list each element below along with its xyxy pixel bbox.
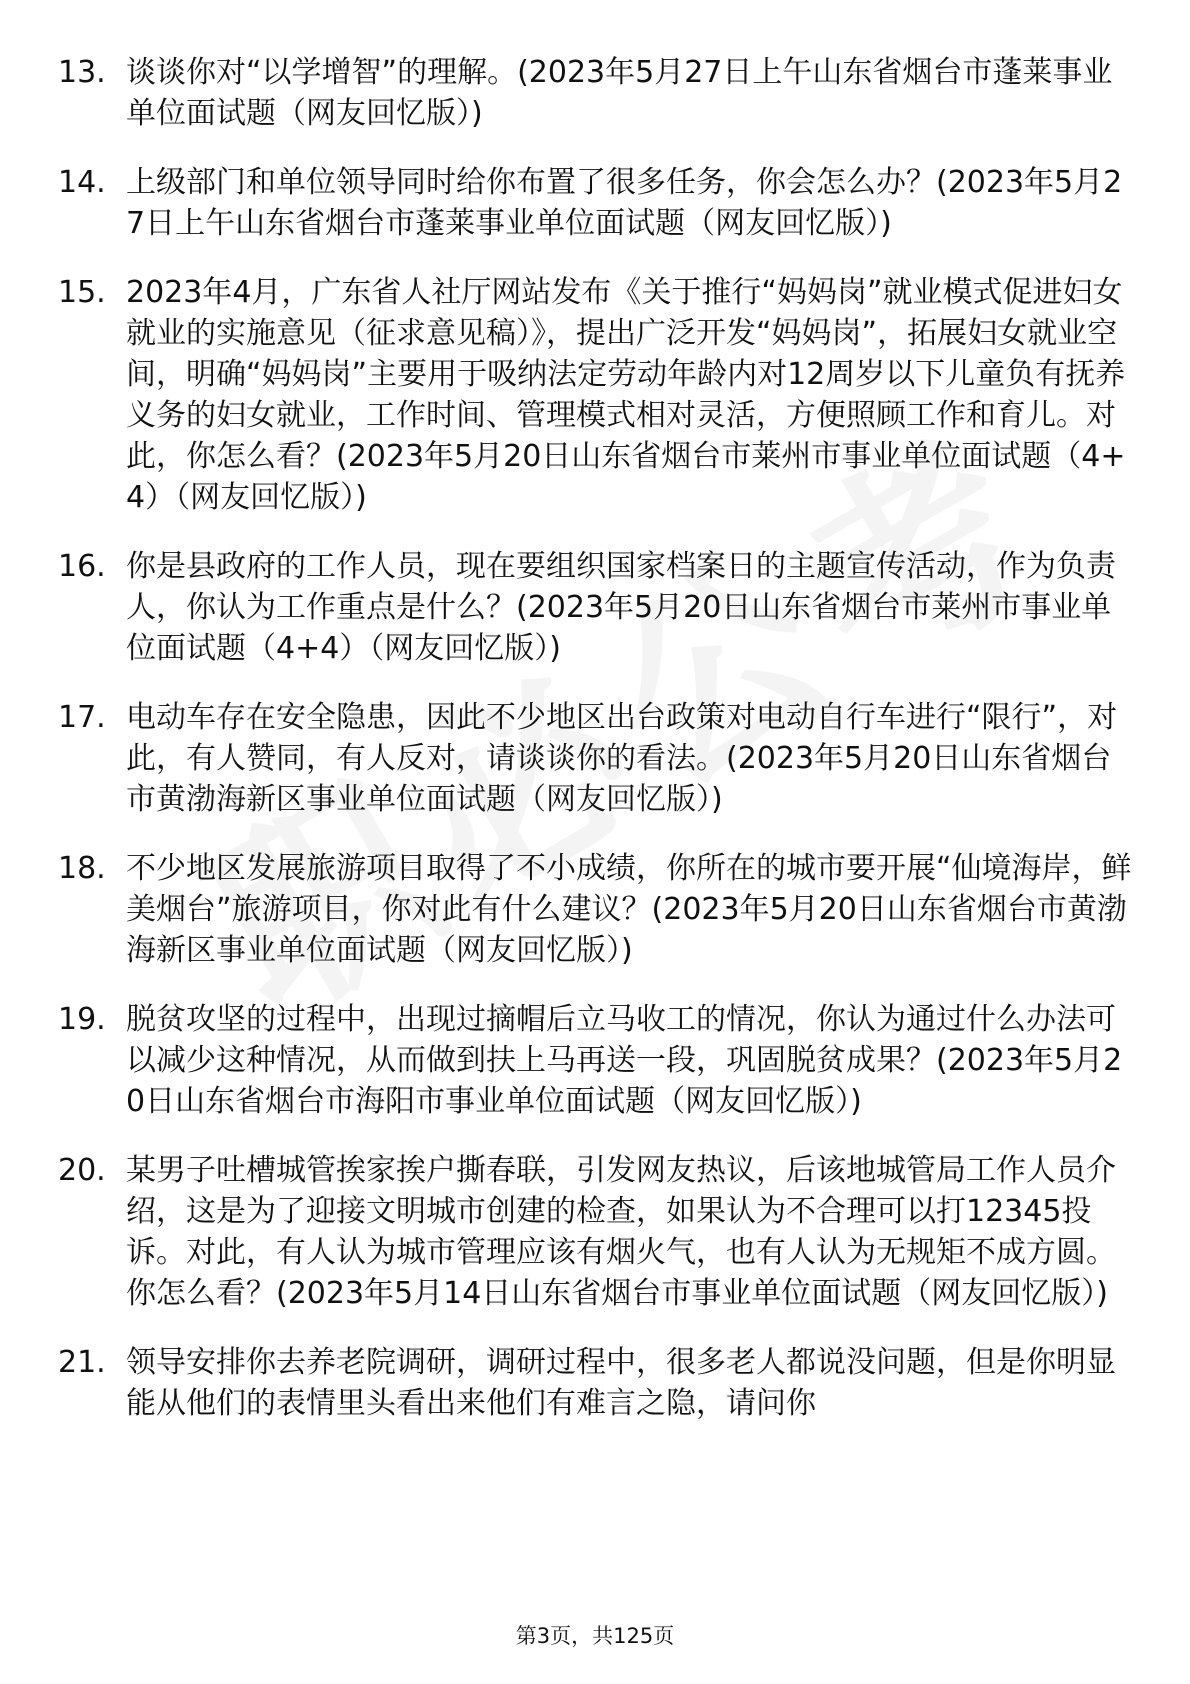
question-item: [58, 1150, 1138, 1314]
question-item: [58, 848, 1138, 971]
question-text: 谈谈你对“以学增智”的理解。(2023年5月27日上午山东省烟台市蓬莱事业单位面试题（网友回忆版）): [126, 55, 1113, 131]
question-item: [58, 546, 1138, 669]
question-text: 你是县政府的工作人员，现在要组织国家档案日的主题宣传活动，作为负责人，你认为工作重点是什么？(2023年5月20日山东省烟台市莱州市事业单位面试题（4+4）（网友回忆版）): [126, 549, 1116, 666]
page-footer: 第3页，共125页: [515, 1624, 675, 1648]
question-item: [58, 999, 1138, 1122]
question-text: 不少地区发展旅游项目取得了不小成绩，你所在的城市要开展“仙境海岸，鲜美烟台”旅游项目，你对此有什么建议？(2023年5月20日山东省烟台市黄渤海新区事业单位面试题（网友回忆版）): [126, 851, 1132, 968]
question-text: 上级部门和单位领导同时给你布置了很多任务，你会怎么办？(2023年5月27日上午山东省烟台市蓬莱事业单位面试题（网友回忆版）): [126, 165, 1123, 241]
question-text: 电动车存在安全隐患，因此不少地区出台政策对电动自行车进行“限行”，对此，有人赞同，有人反对，请谈谈你的看法。(2023年5月20日山东省烟台市黄渤海新区事业单位面试题（网友回忆版）): [126, 700, 1118, 817]
question-number: 14.: [58, 165, 106, 200]
question-item: [58, 1342, 1138, 1424]
question-text: 某男子吐槽城管挨家挨户撕春联，引发网友热议，后该地城管局工作人员介绍，这是为了迎接文明城市创建的检查，如果认为不合理可以打12345投诉。对此，有人认为城市管理应该有烟火气，也有人认为无规矩不成方圆。你怎么看？(2023年5月14日山东省烟台市事业单位面试题（网友回忆版）): [126, 1153, 1116, 1311]
question-number: 16.: [58, 549, 106, 584]
question-item: [58, 162, 1138, 244]
question-list: [58, 52, 1138, 1452]
question-number: 13.: [58, 55, 106, 90]
question-text: 2023年4月，广东省人社厅网站发布《关于推行“妈妈岗”就业模式促进妇女就业的实施意见（征求意见稿）》，提出广泛开发“妈妈岗”，拓展妇女就业空间，明确“妈妈岗”主要用于吸纳法定劳动年龄内对12周岁以下儿童负有抚养义务的妇女就业，工作时间、管理模式相对灵活，方便照顾工作和育儿。对此，你怎么看？(2023年5月20日山东省烟台市莱州市事业单位面试题（4+4）（网友回忆版）): [126, 275, 1126, 515]
question-number: 21.: [58, 1345, 106, 1380]
question-text: 脱贫攻坚的过程中，出现过摘帽后立马收工的情况，你认为通过什么办法可以减少这种情况，从而做到扶上马再送一段，巩固脱贫成果？(2023年5月20日山东省烟台市海阳市事业单位面试题（网友回忆版）): [126, 1002, 1123, 1119]
question-number: 20.: [58, 1153, 106, 1188]
question-item: [58, 272, 1138, 518]
question-number: 19.: [58, 1002, 106, 1037]
question-number: 17.: [58, 700, 106, 735]
question-item: [58, 52, 1138, 134]
question-item: [58, 697, 1138, 820]
question-number: 15.: [58, 275, 106, 310]
question-number: 18.: [58, 851, 106, 886]
question-text: 领导安排你去养老院调研，调研过程中，很多老人都说没问题，但是你明显能从他们的表情里头看出来他们有难言之隐，请问你: [126, 1345, 1116, 1421]
